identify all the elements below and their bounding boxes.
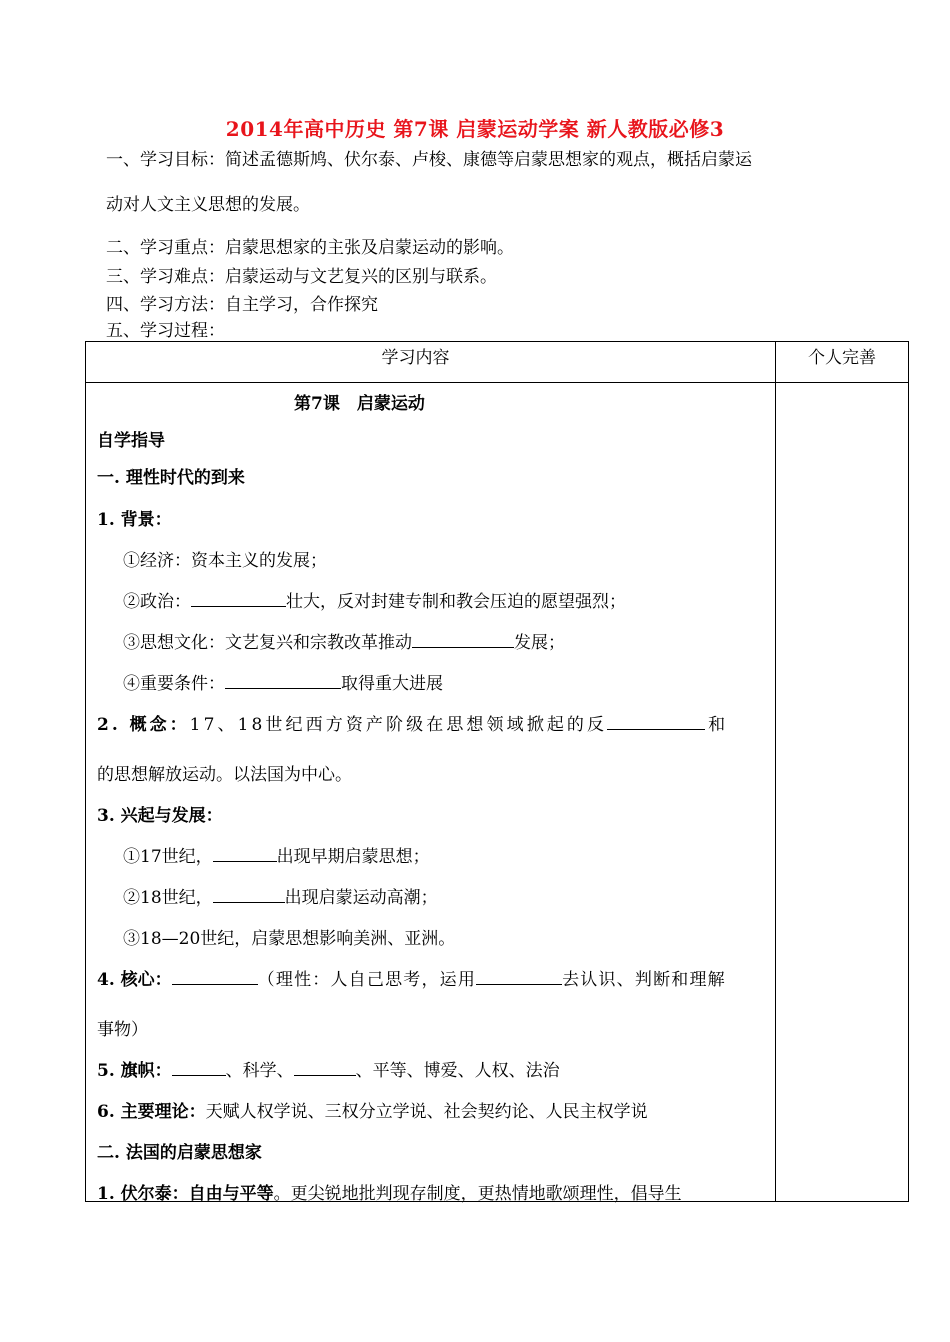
core-line-2: 事物） (97, 1020, 148, 1040)
section-1-heading: 一. 理性时代的到来 (97, 468, 245, 488)
background-item-2-suffix: 壮大，反对封建专制和教会压迫的愿望强烈； (286, 592, 626, 612)
rise-item-2-suffix: 出现启蒙运动高潮； (284, 888, 438, 908)
column-header-content: 学习内容 (86, 342, 776, 383)
section-2-heading: 二. 法国的启蒙思想家 (97, 1143, 262, 1163)
fill-blank[interactable] (225, 672, 341, 689)
concept-and: 和 (708, 715, 726, 735)
fill-blank[interactable] (172, 1059, 226, 1076)
concept-line-1 (97, 710, 765, 735)
flag-label: 5. 旗帜： (97, 1061, 172, 1081)
background-item-3 (123, 628, 765, 653)
process-line: 五、学习过程： (106, 321, 225, 341)
key-point-line: 二、学习重点：启蒙思想家的主张及启蒙运动的影响。 (106, 238, 514, 258)
lesson-title: 第7课 启蒙运动 (294, 394, 425, 414)
study-table (85, 341, 909, 1202)
background-item-4-prefix: ④重要条件： (123, 674, 225, 694)
background-item-2 (123, 587, 765, 612)
rise-item-1-prefix: ①17世纪， (123, 847, 213, 867)
personal-notes-cell[interactable] (776, 383, 909, 1202)
background-item-3-prefix: ③思想文化：文艺复兴和宗教改革推动 (123, 633, 412, 653)
objective-line-2: 动对人文主义思想的发展。 (106, 195, 310, 215)
voltaire-text: 。更尖锐地批判现存制度，更热情地歌颂理性，倡导生 (273, 1184, 682, 1204)
theory-line (97, 1097, 765, 1122)
concept-label: 2. 概念： (97, 715, 190, 735)
fill-blank[interactable] (213, 886, 285, 903)
fill-blank[interactable] (476, 968, 562, 985)
method-line: 四、学习方法：自主学习，合作探究 (106, 295, 378, 315)
fill-blank[interactable] (191, 590, 286, 607)
fill-blank[interactable] (412, 631, 514, 648)
objective-line-1: 一、学习目标：简述孟德斯鸠、伏尔泰、卢梭、康德等启蒙思想家的观点，概括启蒙运 (106, 150, 752, 170)
rise-item-1 (123, 842, 765, 867)
document-title: 2014年高中历史 第7课 启蒙运动学案 新人教版必修3 (225, 117, 725, 141)
background-item-4 (123, 669, 765, 694)
core-line-1 (97, 965, 765, 990)
difficulty-line: 三、学习难点：启蒙运动与文艺复兴的区别与联系。 (106, 267, 497, 287)
fill-blank[interactable] (294, 1059, 356, 1076)
voltaire-line (97, 1179, 765, 1204)
theory-label: 6. 主要理论： (97, 1102, 206, 1122)
core-label: 4. 核心： (97, 970, 172, 990)
theory-text: 天赋人权学说、三权分立学说、社会契约论、人民主权学说 (205, 1102, 648, 1122)
background-item-2-prefix: ②政治： (123, 592, 191, 612)
rise-label: 3. 兴起与发展： (97, 806, 223, 826)
flag-line (97, 1056, 765, 1081)
background-item-4-suffix: 取得重大进展 (341, 674, 443, 694)
voltaire-label: 1. 伏尔泰：自由与平等 (97, 1184, 274, 1204)
background-item-3-suffix: 发展； (514, 633, 565, 653)
column-header-personal: 个人完善 (776, 342, 909, 383)
fill-blank[interactable] (172, 968, 258, 985)
rise-item-2 (123, 883, 765, 908)
background-label: 1. 背景： (97, 510, 172, 530)
content-cell (86, 383, 776, 1202)
rise-item-1-suffix: 出现早期启蒙思想； (276, 847, 430, 867)
concept-line-2: 的思想解放运动。以法国为中心。 (97, 765, 352, 785)
core-text-b: 去认识、判断和理解 (562, 970, 726, 990)
flag-text-a: 、科学、 (225, 1061, 294, 1081)
concept-text: 17、18世纪西方资产阶级在思想领域掀起的反 (189, 715, 608, 735)
background-item-1: ①经济：资本主义的发展； (123, 551, 327, 571)
guide-heading: 自学指导 (97, 431, 165, 451)
fill-blank[interactable] (213, 845, 277, 862)
flag-text-b: 、平等、博爱、人权、法治 (355, 1061, 560, 1081)
core-text-a: （理性：人自己思考，运用 (257, 970, 477, 990)
fill-blank[interactable] (607, 713, 705, 730)
rise-item-3: ③18—20世纪，启蒙思想影响美洲、亚洲。 (123, 929, 456, 949)
rise-item-2-prefix: ②18世纪， (123, 888, 213, 908)
